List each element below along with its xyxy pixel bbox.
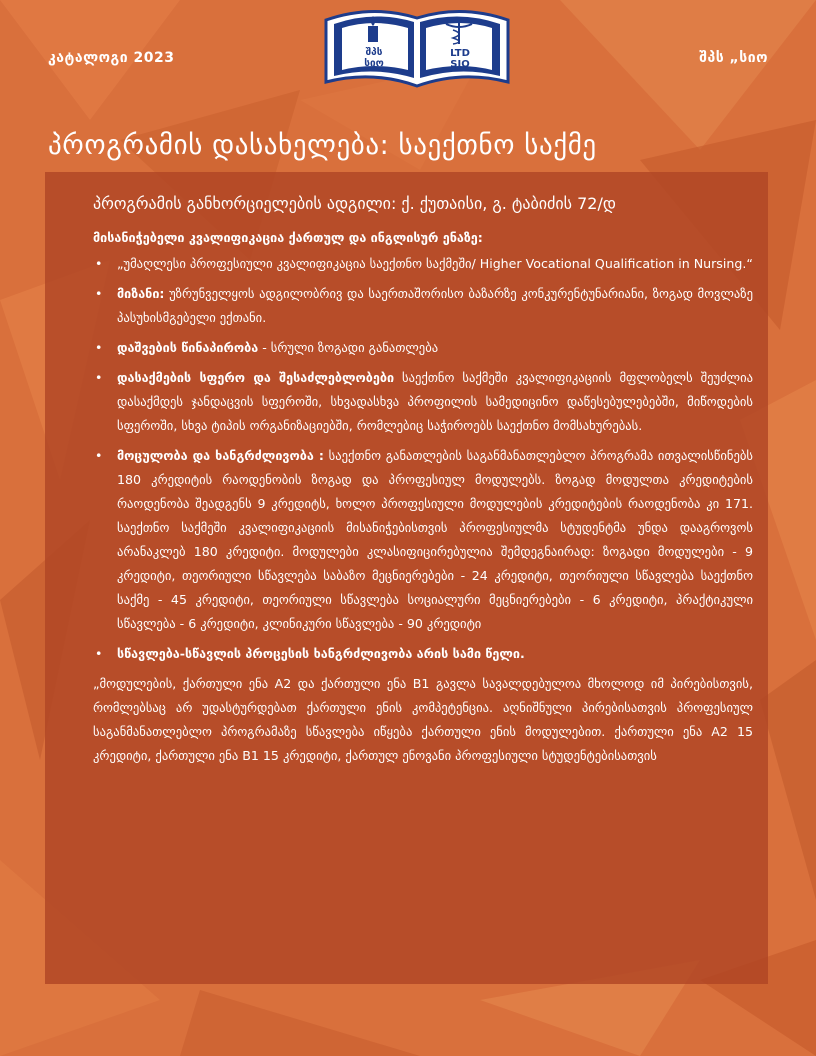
list-item-goal — [93, 282, 753, 330]
language-modules-paragraph: „მოდულების, ქართული ენა A2 და ქართული ენა B1 გავლა სავალდებულოა მხოლოდ იმ პირებისთვის, რომლებსაც არ უდასტურდებათ ქართული ენის კომპეტენცია. აღნიშნული პირებისათვის პროფესიულ საგანმანათლებლო პროგრამაზე სწავლება იწყება ქართული ენის მოდულებით. ქართული ენა A2 15 კრედიტი, ქართული ენა B1 15 კრედიტი, ქართულ ენოვანი პროფესიული სტუდენტებისათვის — [93, 676, 753, 763]
list-item-employment — [93, 366, 753, 438]
logo-right-text-2: SIO — [450, 59, 470, 70]
logo-right-text-1: LTD — [450, 48, 470, 59]
sio-book-logo — [322, 0, 512, 92]
list-item-study-length — [93, 642, 753, 666]
list-item-qualification — [93, 252, 753, 276]
item-label: მოცულობა და ხანგრძლივობა : — [117, 448, 324, 463]
item-text: „უმაღლესი პროფესიული კვალიფიკაცია საექთნო საქმეში/ Higher Vocational Qualification in Nursing.“ — [117, 256, 753, 271]
program-location: პროგრამის განხორციელების ადგილი: ქ. ქუთაისი, გ. ტაბიძის 72/დ — [93, 194, 616, 213]
item-label: სწავლება-სწავლის პროცესის ხანგრძლივობა არის სამი წელი. — [117, 646, 525, 661]
logo-left-text-2: სიო — [364, 58, 384, 69]
program-info-panel — [45, 172, 768, 984]
item-label: დაშვების წინაპირობა — [117, 340, 259, 355]
program-info-content — [93, 192, 753, 768]
item-text: - სრული ზოგადი განათლება — [258, 340, 439, 355]
organization-label: შპს „სიო — [699, 50, 768, 66]
program-details-list — [93, 252, 753, 666]
logo-left-text-1: შპს — [365, 47, 383, 58]
catalog-label: კატალოგი 2023 — [48, 50, 175, 66]
qualification-heading: მისანიჭებელი კვალიფიკაცია ქართულ და ინგლისურ ენაზე: — [93, 230, 483, 245]
item-text: საექთნო განათლების საგანმანათლებლო პროგრამა ითვალისწინებს 180 კრედიტის რაოდენობის ზოგად და პროფესიულ მოდულებს. ზოგად მოდულთა კრედიტების რაოდენობა შეადგენს 9 კრედიტს, ხოლო პროფესიული მოდულების კრედიტების რაოდენობა კი 171. საექთნო საქმეში კვალიფიკაციის მისანიჭებისთვის პროფესიულმა სტუდენტმა უნდა დააგროვოს არანაკლებ 180 კრედიტი. მოდულები კლასიფიცირებულია შემდეგნაირად: ზოგადი მოდულები - 9 კრედიტი, თეორიული სწავლება საბაზო მეცნიერებები - 24 კრედიტი, თეორიული სწავლება საექთნო საქმე - 45 კრედიტი, თეორიული სწავლება სოციალური მეცნიერებები - 6 კრედიტი, პრაქტიკული სწავლება - 6 კრედიტი, კლინიკური სწავლება - 90 კრედიტი — [117, 448, 753, 631]
item-text: საექთნო საქმეში კვალიფიკაციის მფლობელს შეუძლია დასაქმდეს ჯანდაცვის სფეროში, სხვადასხვა პროფილის სამედიცინო დაწესებულებებში, მიწოდების სფეროში, სხვა ტიპის ორგანიზაციებში, რომლებიც საჭიროებს საექთნო მომსახურებას. — [117, 370, 753, 433]
list-item-volume-duration — [93, 444, 753, 636]
list-item-admission — [93, 336, 753, 360]
page-title: პროგრამის დასახელება: საექთნო საქმე — [48, 130, 597, 162]
item-label: დასაქმების სფერო და შესაძლებლობები — [117, 370, 395, 385]
item-text: უზრუნველყოს ადგილობრივ და საერთაშორისო ბაზარზე კონკურენტუნარიანი, ზოგად მოვლაზე პასუხისმგებელი ექთანი. — [117, 286, 753, 325]
item-label: მიზანი: — [117, 286, 165, 301]
